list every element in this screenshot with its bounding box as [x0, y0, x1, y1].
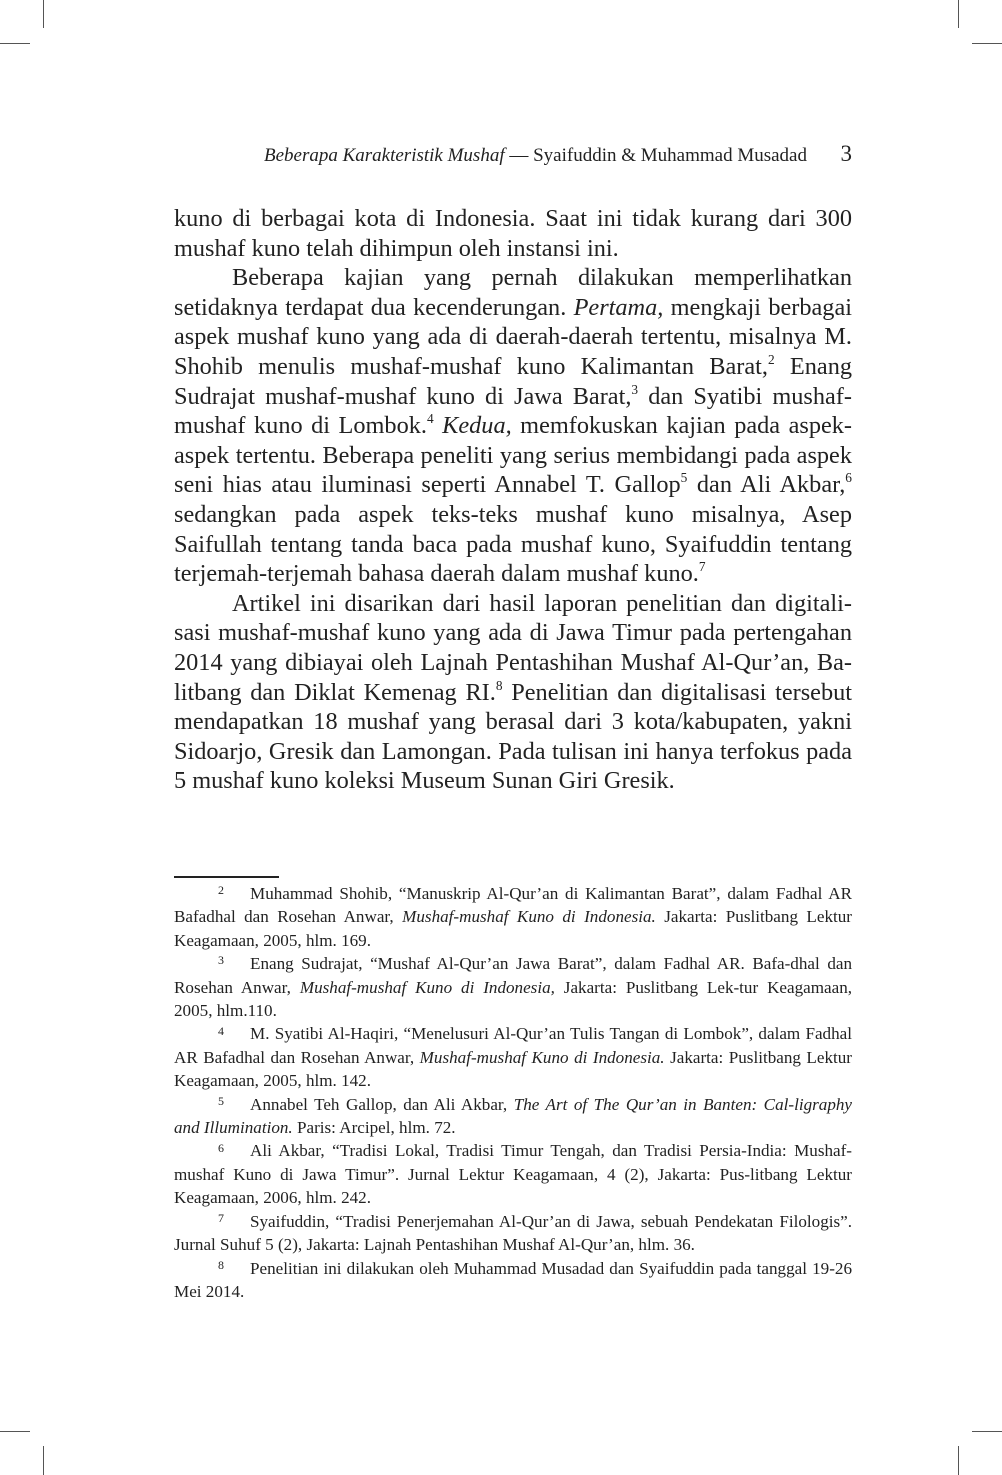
crop-mark — [972, 43, 1002, 44]
page-number: 3 — [840, 141, 852, 166]
footnote-text: M. Syatibi Al-Haqiri, “Menelusuri Al-Qur’an Tulis Tangan di Lombok”, dalam Fadhal AR Bafadhal dan Rosehan Anwar, — [174, 1024, 852, 1067]
footnote-ref[interactable]: 7 — [698, 559, 706, 575]
paragraph-2 — [174, 263, 852, 589]
footnote: 8 Penelitian ini dilakukan oleh Muhammad Musadad dan Syaifuddin pada tanggal 19-26 Mei 2014. — [174, 1257, 852, 1301]
footnote-text-italic: Mushaf-mushaf Kuno di Indonesia. — [402, 907, 656, 927]
running-title-italic: Beberapa Karakteristik Mushaf — [263, 145, 505, 166]
footnote: 2 Muhammad Shohib, “Manuskrip Al-Qur’an di Kalimantan Barat”, dalam Fadhal AR Bafadhal dan Rosehan Anwar, Mushaf-mushaf Kuno di Indonesia. Jakarta: Puslitbang Lektur Keagamaan, 2005, hlm. 169. — [174, 883, 852, 950]
footnote: 4 M. Syatibi Al-Haqiri, “Menelusuri Al-Qur’an Tulis Tangan di Lombok”, dalam Fadhal AR Bafadhal dan Rosehan Anwar, Mushaf-mushaf Kuno di Indonesia. Jakarta: Puslitbang Lektur Keagamaan, 2005, hlm. 142. — [174, 1023, 852, 1091]
paragraph-3 — [174, 589, 852, 796]
footnote-ref[interactable]: 3 — [631, 381, 639, 397]
footnotes — [174, 882, 852, 1303]
text-run: mengkaji berbagai aspek mushaf kuno yang ada di daerah-daerah tertentu, misalnya M. Shohib menulis mushaf-mushaf kuno Kalimantan Barat, — [174, 293, 852, 380]
footnote-text-italic: Mushaf-mushaf Kuno di Indonesia, — [299, 977, 555, 997]
footnote-text: Annabel Teh Gallop, dan Ali Akbar, — [250, 1094, 514, 1114]
running-title-authors: — Syaifuddin & Muhammad Musadad — [504, 145, 807, 166]
running-title — [264, 145, 807, 167]
footnote-text: Jakarta: Puslitbang Lek-tur Keagamaan, 2005, hlm.110. — [174, 977, 853, 1021]
text-run: Penelitian dan digitalisasi tersebut mendapatkan 18 mushaf yang berasal dari 3 kota/kabupaten, yakni Sidoarjo, Gresik dan Lamongan. Pada tulisan ini hanya terfokus pada 5 mushaf kuno koleksi Museum Sunan Giri Gresik. — [174, 678, 852, 795]
crop-mark — [0, 43, 30, 44]
text-run: dan Ali Akbar, — [687, 471, 846, 499]
paragraph-1: kuno di berbagai kota di Indonesia. Saat ini tidak kurang dari 300 mushaf kuno telah dihimpun oleh instansi ini. — [174, 205, 852, 262]
text-run: Beberapa kajian yang pernah dilakukan memperlihatkan setidaknya terdapat dua kecenderungan. — [174, 264, 852, 321]
footnote: 6 Ali Akbar, “Tradisi Lokal, Tradisi Timur Tengah, dan Tradisi Persia-India: Mushaf-mushaf Kuno di Jawa Timur”. Jurnal Lektur Keagamaan, 4 (2), Jakarta: Pus-litbang Lektur Keagamaan, 2006, hlm. 242. — [174, 1140, 852, 1208]
footnote-ref[interactable]: 2 — [767, 351, 775, 367]
footnote-separator — [174, 876, 279, 878]
footnote-text: Penelitian ini dilakukan oleh Muhammad Musadad dan Syaifuddin pada tanggal 19-26 Mei 2014. — [174, 1258, 852, 1301]
body-text — [174, 204, 852, 796]
text-run: Enang Sudrajat mushaf-mushaf kuno di Jawa Barat, — [174, 352, 852, 410]
crop-mark — [972, 1431, 1002, 1432]
text-run: Artikel ini disarikan dari hasil laporan penelitian dan digitali-sasi mushaf-mushaf kuno yang ada di Jawa Timur pada pertengahan 2014 yang dibiayai oleh Lajnah Pentashihan Mushaf Al-Qur’an, Ba-litbang dan Diklat Kemenag RI. — [174, 589, 852, 706]
footnote-ref[interactable]: 8 — [495, 677, 503, 693]
text-run: sedangkan pada aspek teks-teks mushaf kuno misalnya, Asep Saifullah tentang tanda baca pada mushaf kuno, Syaifuddin tentang terjemah-terjemah bahasa daerah dalam mushaf kuno. — [174, 500, 852, 588]
footnote-text: Paris: Arcipel, hlm. 72. — [292, 1118, 456, 1138]
footnote-text: Jakarta: Puslitbang Lektur Keagamaan, 2005, hlm. 169. — [174, 907, 852, 950]
text-run-italic: Pertama, — [573, 293, 664, 321]
text-run-italic: Kedua, — [442, 412, 512, 440]
footnote-text: Muhammad Shohib, “Manuskrip Al-Qur’an di Kalimantan Barat”, dalam Fadhal AR Bafadhal dan Rosehan Anwar, — [174, 884, 852, 927]
footnote-text: Syaifuddin, “Tradisi Penerjemahan Al-Qur’an di Jawa, sebuah Pendekatan Filologis”. Jurnal Suhuf 5 (2), Jakarta: Lajnah Pentashihan Mushaf Al-Qur’an, hlm. 36. — [174, 1211, 852, 1255]
footnote-text: Enang Sudrajat, “Mushaf Al-Qur’an Jawa Barat”, dalam Fadhal AR. Bafa-dhal dan Rosehan Anwar, — [174, 954, 852, 997]
footnote: 5 Annabel Teh Gallop, dan Ali Akbar, The Art of The Qur’an in Banten: Cal-ligraphy and Illumination. Paris: Arcipel, hlm. 72. — [174, 1093, 852, 1138]
footnote-ref[interactable]: 6 — [845, 470, 852, 486]
footnote-text: Jakarta: Puslitbang Lektur Keagamaan, 2005, hlm. 142. — [174, 1047, 852, 1091]
footnote: 3 Enang Sudrajat, “Mushaf Al-Qur’an Jawa Barat”, dalam Fadhal AR. Bafa-dhal dan Rosehan Anwar, Mushaf-mushaf Kuno di Indonesia, Jakarta: Puslitbang Lek-tur Keagamaan, 2005, hlm.110. — [174, 953, 853, 1021]
crop-mark — [958, 0, 959, 28]
crop-mark — [43, 1446, 44, 1475]
footnote: 7 Syaifuddin, “Tradisi Penerjemahan Al-Qur’an di Jawa, sebuah Pendekatan Filologis”. Jurnal Suhuf 5 (2), Jakarta: Lajnah Pentashihan Mushaf Al-Qur’an, hlm. 36. — [174, 1210, 852, 1255]
crop-mark — [43, 0, 44, 28]
text-run: memfokuskan kajian pada aspek-aspek tertentu. Beberapa peneliti yang serius membidangi pada aspek seni hias atau iluminasi seperti Annabel T. Gallop — [174, 412, 852, 499]
text-run: dan Syatibi mushaf-mushaf kuno di Lombok. — [174, 382, 852, 440]
footnote-text-italic: Mushaf-mushaf Kuno di Indonesia. — [419, 1047, 665, 1067]
crop-mark — [958, 1446, 959, 1475]
footnote-ref[interactable]: 5 — [680, 470, 688, 486]
footnote-ref[interactable]: 4 — [426, 411, 434, 427]
footnote-text: Ali Akbar, “Tradisi Lokal, Tradisi Timur Tengah, dan Tradisi Persia-India: Mushaf-mushaf Kuno di Jawa Timur”. Jurnal Lektur Keagamaan, 4 (2), Jakarta: Pus-litbang Lektur Keagamaan, 2006, hlm. 242. — [174, 1141, 852, 1208]
footnote-text-italic: The Art of The Qur’an in Banten: Cal-ligraphy and Illumination. — [174, 1094, 852, 1138]
crop-mark — [0, 1431, 30, 1432]
running-header — [174, 141, 852, 171]
